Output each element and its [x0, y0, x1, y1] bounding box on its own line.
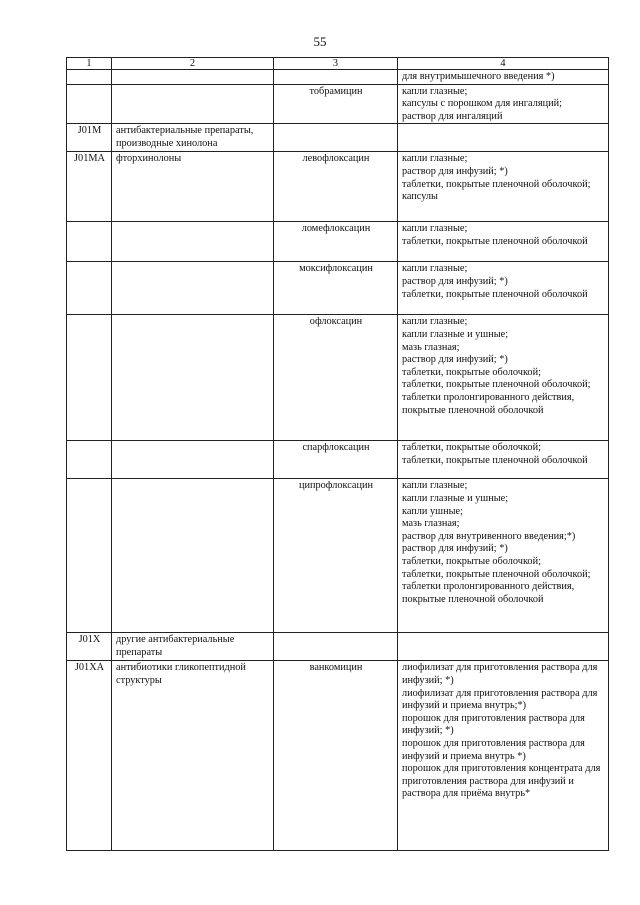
- dosage-form-line: раствор для инфузий; *): [402, 165, 508, 177]
- drug-name-cell: тобрамицин: [274, 84, 398, 124]
- medication-table: [66, 57, 609, 851]
- atc-code-cell: J01XA: [67, 661, 112, 851]
- table-row: [67, 633, 609, 661]
- atc-code-cell: J01MA: [67, 152, 112, 222]
- page-number: 55: [313, 34, 327, 49]
- column-header: 2: [112, 58, 274, 70]
- dosage-forms-cell: [398, 262, 609, 315]
- pharmacological-group-cell: [112, 479, 274, 633]
- dosage-form-line: таблетки, покрытые оболочкой;: [402, 366, 541, 378]
- dosage-forms-cell: [398, 633, 609, 661]
- atc-code-cell: [67, 70, 112, 85]
- atc-code-cell: [67, 262, 112, 315]
- atc-code-cell: J01M: [67, 124, 112, 152]
- table-row: [67, 222, 609, 262]
- dosage-form-line: капли глазные;: [402, 153, 468, 165]
- dosage-form-line: капсулы с порошком для ингаляций;: [402, 98, 562, 110]
- dosage-form-line: капли глазные;: [402, 263, 468, 275]
- dosage-form-line: раствор для инфузий; *): [402, 354, 508, 366]
- dosage-form-line: капли глазные и ушные;: [402, 492, 509, 504]
- dosage-form-line: капли глазные;: [402, 85, 468, 97]
- drug-name-cell: [274, 124, 398, 152]
- pharmacological-group-cell: [112, 315, 274, 441]
- pharmacological-group-cell: фторхинолоны: [112, 152, 274, 222]
- pharmacological-group-cell: антибактериальные препараты, производные хинолона: [112, 124, 274, 152]
- dosage-forms-cell: [398, 479, 609, 633]
- dosage-form-line: капли глазные;: [402, 480, 468, 492]
- dosage-form-line: порошок для приготовления раствора для инфузий и приема внутрь *): [402, 737, 585, 762]
- pharmacological-group-cell: [112, 262, 274, 315]
- dosage-form-line: раствор для инфузий; *): [402, 275, 508, 287]
- drug-name-cell: левофлоксацин: [274, 152, 398, 222]
- dosage-form-line: таблетки, покрытые пленочной оболочкой;: [402, 568, 591, 580]
- column-header: 3: [274, 58, 398, 70]
- dosage-form-line: для внутримышечного введения *): [402, 71, 555, 82]
- table-row: [67, 70, 609, 85]
- table-header-row: [67, 58, 609, 70]
- table-row: [67, 661, 609, 851]
- dosage-form-line: таблетки, покрытые пленочной оболочкой;: [402, 379, 591, 391]
- dosage-forms-cell: [398, 222, 609, 262]
- dosage-form-line: порошок для приготовления концентрата для приготовления раствора для инфузий и раствора для приёма внутрь*: [402, 763, 601, 800]
- dosage-forms-cell: [398, 152, 609, 222]
- drug-name-cell: спарфлоксацин: [274, 441, 398, 479]
- table-row: [67, 315, 609, 441]
- dosage-form-line: капли глазные;: [402, 316, 468, 328]
- dosage-form-line: капли глазные;: [402, 223, 468, 235]
- dosage-form-line: таблетки пролонгированного действия, покрытые пленочной оболочкой: [402, 581, 575, 605]
- pharmacological-group-cell: антибиотики гликопептидной структуры: [112, 661, 274, 851]
- pharmacological-group-cell: [112, 222, 274, 262]
- dosage-form-line: лиофилизат для приготовления раствора для инфузий и приема внутрь;*): [402, 687, 598, 712]
- dosage-forms-cell: [398, 70, 609, 85]
- dosage-form-line: мазь глазная;: [402, 518, 460, 530]
- table-row: [67, 479, 609, 633]
- atc-code-cell: [67, 222, 112, 262]
- pharmacological-group-cell: [112, 70, 274, 85]
- dosage-form-line: таблетки, покрытые пленочной оболочкой: [402, 288, 588, 300]
- atc-code-cell: [67, 479, 112, 633]
- atc-code-cell: [67, 441, 112, 479]
- table-row: [67, 262, 609, 315]
- drug-name-cell: [274, 70, 398, 85]
- dosage-forms-cell: [398, 315, 609, 441]
- drug-name-cell: офлоксацин: [274, 315, 398, 441]
- drug-name-cell: ванкомицин: [274, 661, 398, 851]
- atc-code-cell: J01X: [67, 633, 112, 661]
- drug-name-cell: [274, 633, 398, 661]
- dosage-form-line: раствор для инфузий; *): [402, 543, 508, 555]
- dosage-forms-cell: [398, 441, 609, 479]
- dosage-form-line: таблетки, покрытые пленочной оболочкой: [402, 454, 588, 466]
- table-row: [67, 124, 609, 152]
- pharmacological-group-cell: [112, 441, 274, 479]
- dosage-form-line: лиофилизат для приготовления раствора для инфузий; *): [402, 662, 598, 686]
- pharmacological-group-cell: [112, 84, 274, 124]
- dosage-form-line: капли ушные;: [402, 505, 463, 517]
- dosage-form-line: таблетки пролонгированного действия, покрытые пленочной оболочкой: [402, 391, 575, 416]
- dosage-form-line: таблетки, покрытые пленочной оболочкой;: [402, 178, 591, 190]
- dosage-form-line: таблетки, покрытые пленочной оболочкой: [402, 235, 588, 247]
- pharmacological-group-cell: другие антибактериальные препараты: [112, 633, 274, 661]
- dosage-form-line: мазь глазная;: [402, 341, 460, 353]
- drug-name-cell: ломефлоксацин: [274, 222, 398, 262]
- column-header: 1: [67, 58, 112, 70]
- dosage-form-line: капли глазные и ушные;: [402, 328, 509, 340]
- atc-code-cell: [67, 315, 112, 441]
- dosage-form-line: капсулы: [402, 191, 438, 203]
- dosage-forms-cell: [398, 84, 609, 124]
- atc-code-cell: [67, 84, 112, 124]
- dosage-forms-cell: [398, 124, 609, 152]
- table-row: [67, 84, 609, 124]
- table-row: [67, 441, 609, 479]
- dosage-form-line: порошок для приготовления раствора для инфузий; *): [402, 712, 585, 737]
- dosage-form-line: раствор для внутривенного введения;*): [402, 530, 576, 542]
- dosage-form-line: таблетки, покрытые оболочкой;: [402, 555, 541, 567]
- column-header: 4: [398, 58, 609, 70]
- dosage-forms-cell: [398, 661, 609, 851]
- table-row: [67, 152, 609, 222]
- dosage-form-line: таблетки, покрытые оболочкой;: [402, 442, 541, 454]
- drug-name-cell: ципрофлоксацин: [274, 479, 398, 633]
- drug-name-cell: моксифлоксацин: [274, 262, 398, 315]
- dosage-form-line: раствор для ингаляций: [402, 110, 503, 122]
